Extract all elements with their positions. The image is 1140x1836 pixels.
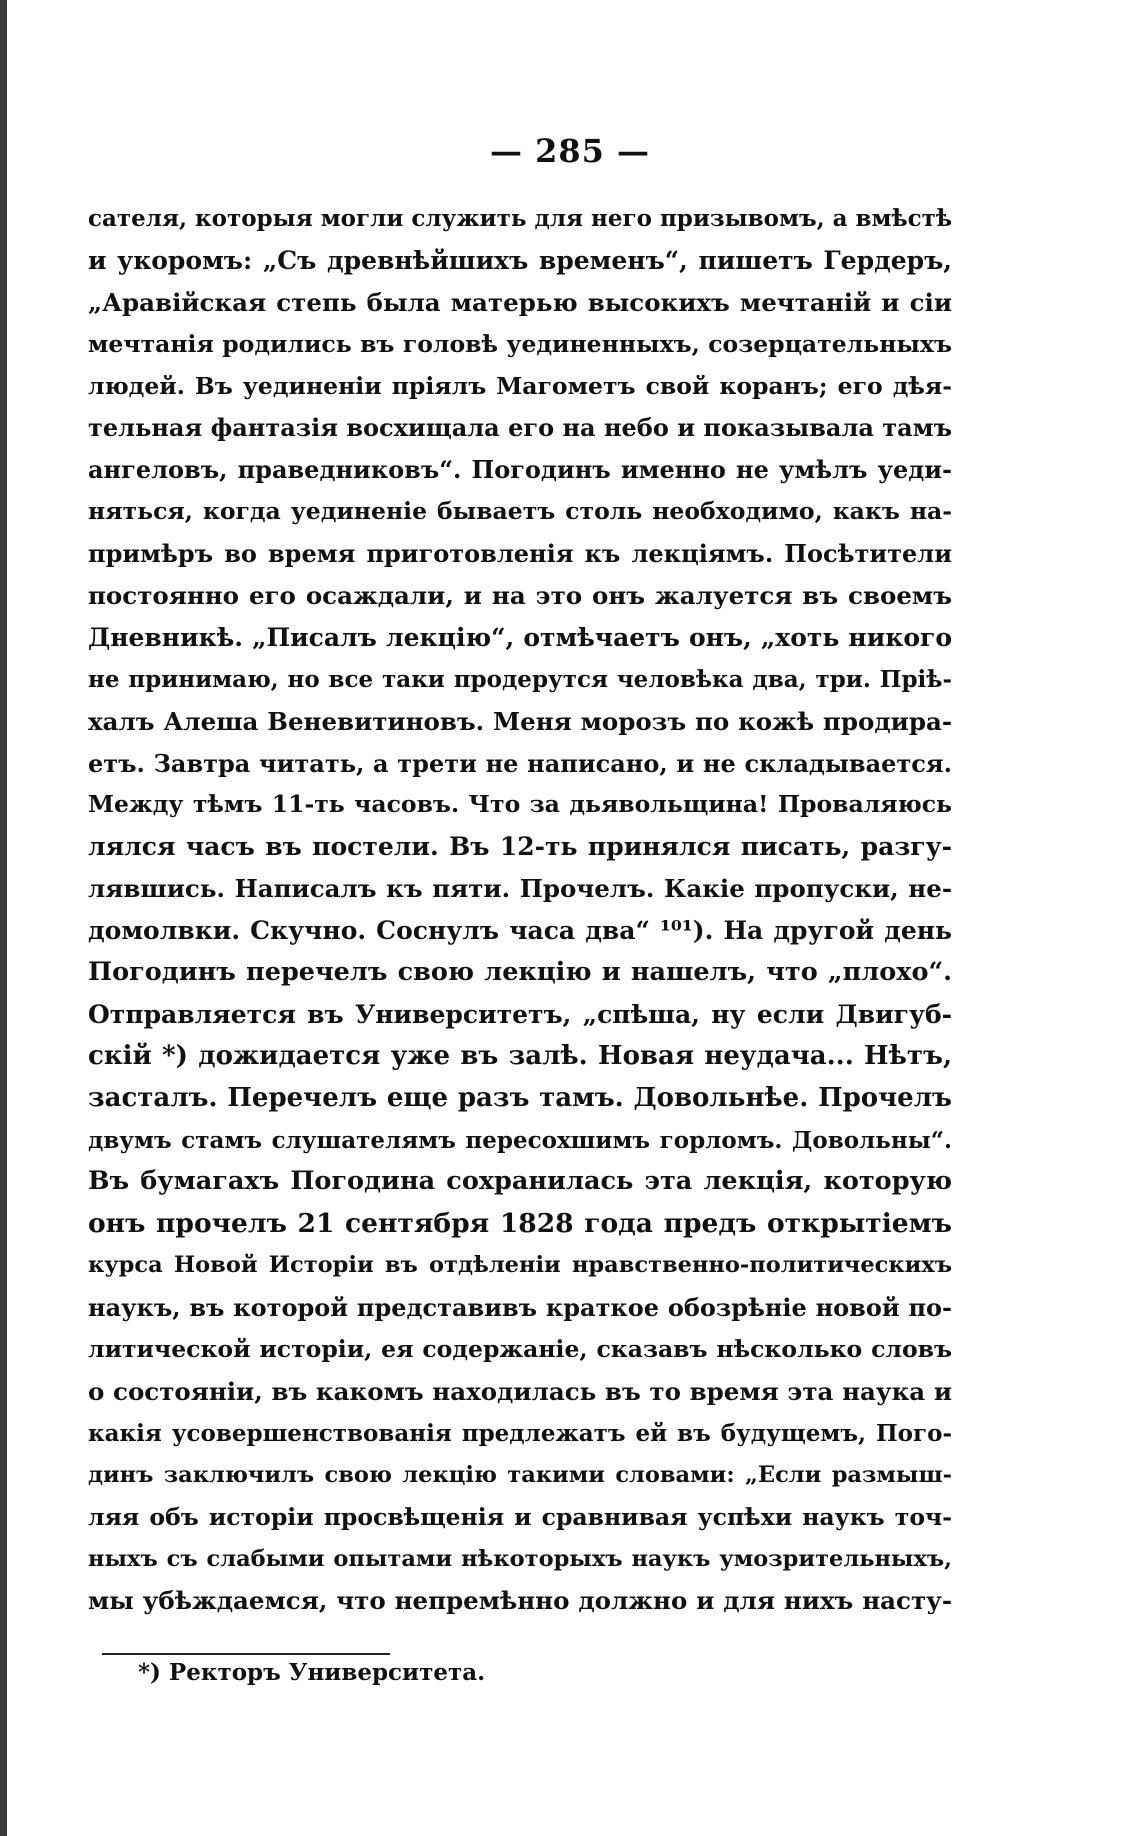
text-line: Между тѣмъ 11-ть часовъ. Что за дьявольщина! Проваляюсь — [88, 790, 952, 819]
scan-edge — [0, 0, 7, 1836]
text-line: Въ бумагахъ Погодина сохранилась эта лекція, которую — [88, 1166, 952, 1197]
text-line: халъ Алеша Веневитиновъ. Меня морозъ по кожѣ продира- — [88, 706, 952, 736]
page-number: — 285 — — [489, 132, 651, 170]
text-line: ангеловъ, праведниковъ“. Погодинъ именно не умѣлъ уеди- — [88, 455, 952, 485]
text-line: и укоромъ: „Съ древнѣйшихъ временъ“, пишетъ Гердеръ, — [88, 245, 952, 275]
text-line: мы убѣждаемся, что непремѣнно должно и для нихъ насту- — [88, 1586, 952, 1616]
text-line: мечтанія родились въ головѣ уединенныхъ, созерцательныхъ — [88, 329, 952, 358]
footnote: *) Ректоръ Университета. — [138, 1659, 486, 1686]
text-line: скій *) дожидается уже въ залѣ. Новая неудача... Нѣтъ, — [88, 1040, 952, 1071]
text-line: етъ. Завтра читать, а трети не написано, и не складывается. — [88, 748, 952, 778]
text-line: ныхъ съ слабыми опытами нѣкоторыхъ наукъ умозрительныхъ, — [88, 1545, 952, 1572]
body-text — [88, 198, 952, 1622]
text-line: курса Новой Исторіи въ отдѣленіи нравственно-политическихъ — [88, 1252, 952, 1279]
text-line: двумъ стамъ слушателямъ пересохшимъ горломъ. Довольны“. — [88, 1126, 952, 1154]
text-line: постоянно его осаждали, и на это онъ жалуется въ своемъ — [88, 581, 952, 611]
text-line: примѣръ во время приготовленія къ лекціямъ. Посѣтители — [88, 539, 952, 569]
text-line: засталъ. Перечелъ еще разъ тамъ. Довольнѣе. Прочелъ — [88, 1082, 952, 1113]
text-line: домолвки. Скучно. Соснулъ часа два“ ¹⁰¹). На другой день — [88, 916, 952, 946]
text-line: динъ заключилъ свою лекцію такими словами: „Если размыш- — [88, 1461, 952, 1488]
text-line: людей. Въ уединеніи пріялъ Магометъ свой коранъ; его дѣя- — [88, 371, 952, 400]
text-line: Погодинъ перечелъ свою лекцію и нашелъ, что „плохо“. — [88, 957, 952, 988]
text-line: онъ прочелъ 21 сентября 1828 года предъ открытіемъ — [88, 1208, 952, 1240]
text-line: лявшись. Написалъ къ пяти. Прочелъ. Какіе пропуски, не- — [88, 874, 952, 904]
text-line: не принимаю, но все таки продерутся человѣка два, три. Пріѣ- — [88, 665, 952, 693]
text-line: литической исторіи, ея содержаніе, сказавъ нѣсколько словъ — [88, 1335, 952, 1364]
text-line: сателя, которыя могли служить для него призывомъ, а вмѣстѣ — [88, 205, 952, 232]
text-line: Отправляется въ Университетъ, „спѣша, ну если Двигуб- — [88, 999, 952, 1029]
text-line: няться, когда уединеніе бываетъ столь необходимо, какъ на- — [88, 497, 952, 526]
text-line: лялся часъ въ постели. Въ 12-ть принялся писать, разгу- — [88, 832, 952, 862]
text-line: о состояніи, въ какомъ находилась въ то время эта наука и — [88, 1376, 952, 1406]
text-line: „Аравійская степь была матерью высокихъ мечтаній и сіи — [88, 287, 952, 317]
footnote-divider — [102, 1653, 390, 1655]
text-line: наукъ, въ которой представивъ краткое обозрѣніе новой по- — [88, 1293, 952, 1323]
text-line: какія усовершенствованія предлежатъ ей въ будущемъ, Пого- — [88, 1419, 952, 1447]
text-line: тельная фантазія восхищала его на небо и показывала тамъ — [88, 413, 952, 443]
text-line: Дневникѣ. „Писалъ лекцію“, отмѣчаетъ онъ, „хоть никого — [88, 622, 952, 652]
text-line: ляя объ исторіи просвѣщенія и сравнивая успѣхи наукъ точ- — [88, 1502, 952, 1531]
